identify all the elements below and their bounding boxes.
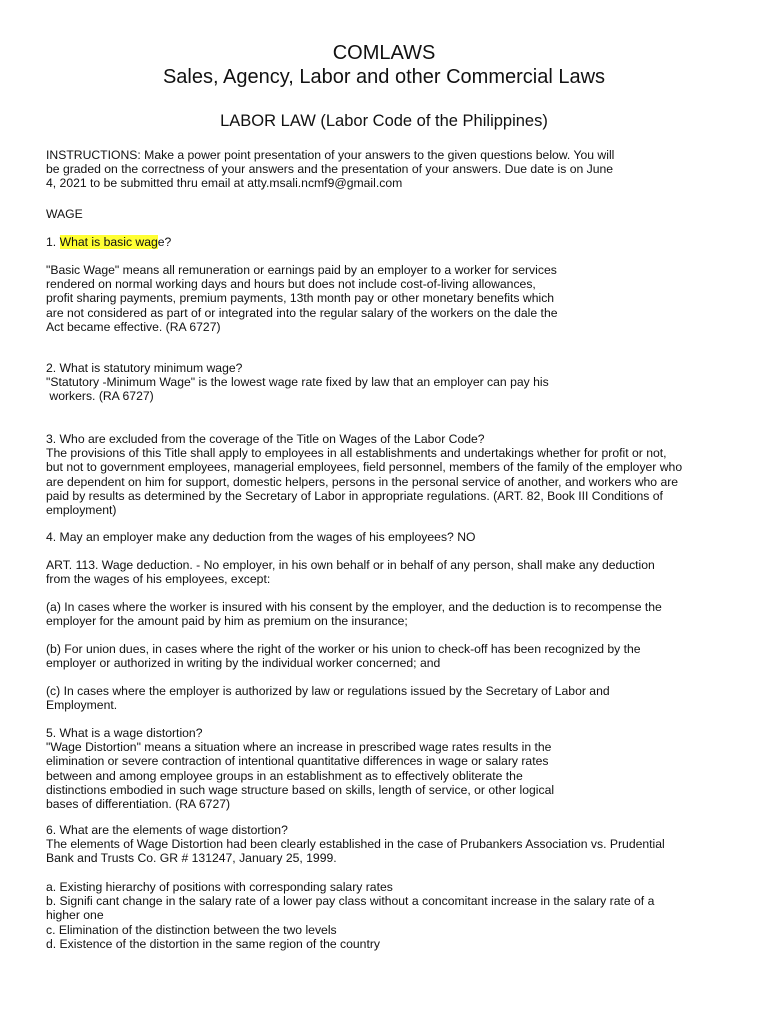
- answer-line: paid by results as determined by the Secretary of Labor in appropriate regulations. (ART. 82, Book III Conditions of: [46, 488, 663, 503]
- answer-line: profit sharing payments, premium payments, 13th month pay or other monetary benefits which: [46, 291, 555, 306]
- answer-line: distinctions embodied in such wage structure based on skills, length of service, or other logical: [46, 782, 555, 797]
- list-item: c. Elimination of the distinction between the two levels: [46, 922, 337, 937]
- question-2: [46, 361, 736, 404]
- question-6-text: 6. What are the elements of wage distortion?: [46, 823, 288, 837]
- instructions-line: INSTRUCTIONS: Make a power point presentation of your answers to the given questions below. You will: [46, 148, 615, 162]
- answer-line: workers. (RA 6727): [46, 389, 154, 404]
- distortion-elements-list: [46, 880, 736, 951]
- course-title: COMLAWS: [332, 42, 436, 64]
- answer-line: "Basic Wage" means all remuneration or earnings paid by an employer to a worker for services: [46, 263, 557, 277]
- highlighted-text: What is basic wag: [59, 235, 158, 249]
- answer-line: (c) In cases where the employer is authorized by law or regulations issued by the Secretary of Labor and: [46, 684, 610, 698]
- list-item: b. Signifi cant change in the salary rate of a lower pay class without a concomitant increase in the salary rate of a: [46, 894, 655, 909]
- answer-1: [46, 263, 736, 334]
- answer-line: The elements of Wage Distortion had been clearly established in the case of Prubankers Association vs. Prudential: [46, 837, 665, 852]
- answer-line: 5. What is a wage distortion?: [46, 726, 203, 740]
- answer-line: employer or authorized in writing by the individual worker concerned; and: [46, 656, 441, 671]
- course-subtitle: Sales, Agency, Labor and other Commercial Laws: [162, 66, 606, 88]
- question-1-text: [46, 235, 736, 249]
- answer-line: 2. What is statutory minimum wage?: [46, 361, 243, 375]
- list-item: d. Existence of the distortion in the same region of the country: [46, 936, 380, 951]
- deduction-c: [46, 684, 736, 712]
- answer-line: rendered on normal working days and hours but does not include cost-of-living allowances,: [46, 277, 536, 292]
- question-number: 1.: [46, 235, 57, 249]
- instructions-line: be graded on the correctness of your answers and the presentation of your answers. Due date is on June: [46, 162, 614, 177]
- answer-line: "Wage Distortion" means a situation where an increase in prescribed wage rates results in the: [46, 740, 552, 755]
- answer-line: ART. 113. Wage deduction. - No employer, in his own behalf or in behalf of any person, shall make any deduction: [46, 558, 655, 572]
- topic-heading: [46, 207, 736, 221]
- question-5: [46, 726, 736, 811]
- article-113: [46, 558, 736, 586]
- instructions-line: 4, 2021 to be submitted thru email at atty.msali.ncmf9@gmail.com: [46, 176, 403, 191]
- answer-line: "Statutory -Minimum Wage" is the lowest wage rate fixed by law that an employer can pay his: [46, 375, 549, 390]
- answer-line: between and among employee groups in an establishment as to effectively obliterate the: [46, 768, 523, 783]
- question-3: [46, 432, 736, 517]
- section-title: LABOR LAW (Labor Code of the Philippines): [220, 112, 548, 130]
- answer-line: Bank and Trusts Co. GR # 131247, January 25, 1999.: [46, 851, 337, 866]
- answer-line: bases of differentiation. (RA 6727): [46, 797, 231, 812]
- answer-line: (a) In cases where the worker is insured with his consent by the employer, and the deduction is to recompense the: [46, 600, 662, 614]
- deduction-b: [46, 642, 736, 670]
- answer-line: employer for the amount paid by him as premium on the insurance;: [46, 614, 408, 629]
- answer-line: but not to government employees, managerial employees, field personnel, members of the family of the employer who: [46, 460, 683, 475]
- answer-line: (b) For union dues, in cases where the right of the worker or his union to check-off has been recognized by the: [46, 642, 641, 656]
- answer-line: The provisions of this Title shall apply to employees in all establishments and undertakings whether for profit or not,: [46, 446, 667, 461]
- topic-label: WAGE: [46, 207, 83, 221]
- answer-line: elimination or severe contraction of intentional quantitative differences in wage or salary rates: [46, 754, 549, 769]
- answer-line: are dependent on him for support, domestic helpers, persons in the personal service of another, and workers who are: [46, 474, 679, 489]
- instructions-paragraph: [46, 148, 736, 191]
- deduction-a: [46, 600, 736, 628]
- question-6: [46, 823, 736, 866]
- answer-line: employment): [46, 503, 117, 518]
- question-4: [46, 530, 736, 544]
- question-1: [46, 235, 736, 249]
- answer-line: Employment.: [46, 698, 118, 713]
- answer-line: Act became effective. (RA 6727): [46, 319, 221, 334]
- answer-line: 3. Who are excluded from the coverage of the Title on Wages of the Labor Code?: [46, 432, 485, 446]
- answer-line: are not considered as part of or integrated into the regular salary of the workers on the dale the: [46, 305, 558, 320]
- question-4-text: 4. May an employer make any deduction from the wages of his employees? NO: [46, 530, 476, 544]
- answer-line: from the wages of his employees, except:: [46, 572, 271, 587]
- list-item: higher one: [46, 908, 104, 923]
- question-1-rest: e?: [157, 235, 172, 249]
- list-item: a. Existing hierarchy of positions with corresponding salary rates: [46, 880, 393, 894]
